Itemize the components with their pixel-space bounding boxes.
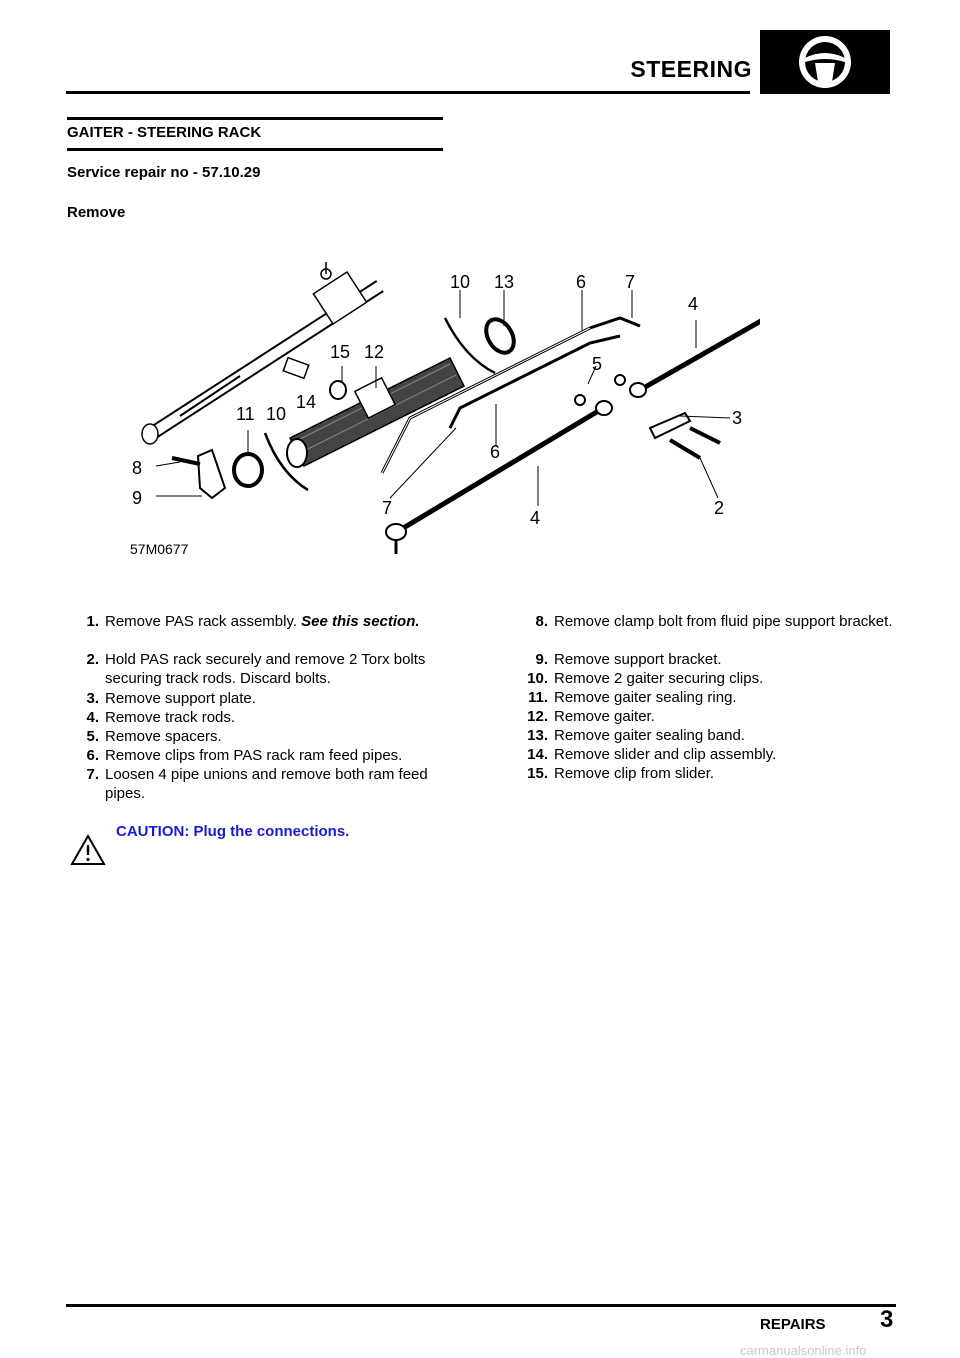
callout-label: 7 [625,272,636,292]
callout-label: 8 [132,458,143,478]
callout-label: 6 [576,272,587,292]
warning-triangle-icon [70,834,106,866]
step-number: 12. [527,708,548,725]
figure-code: 57M0677 [130,541,189,557]
callout-label: 7 [382,498,393,518]
step-number: 10. [527,670,548,687]
step-number: 5. [86,728,99,745]
callout-label: 4 [688,294,699,314]
step-text: Remove PAS rack assembly. [105,613,302,630]
callout-label: 10 [266,404,287,424]
cross-reference: See this section. [301,613,420,630]
remove-heading: Remove [67,204,126,221]
callout-label: 5 [592,354,603,374]
step-number: 11. [527,689,548,706]
section-rule-top [67,117,443,120]
section-rule-bottom [67,148,443,151]
step-text: Remove 2 gaiter securing clips. [554,670,764,687]
section-title: GAITER - STEERING RACK [67,124,262,141]
step-number: 4. [86,709,99,726]
callout-label: 12 [364,342,385,362]
step-text: Loosen 4 pipe unions and remove both ram feed pipes. [105,766,428,802]
callout-label: 9 [132,488,143,508]
step-number: 3. [86,690,99,707]
callout-label: 6 [490,442,501,462]
step-text: Remove gaiter sealing band. [554,727,745,744]
callout-label: 13 [494,272,515,292]
step-text: Remove support bracket. [554,651,722,668]
exploded-diagram [120,258,760,568]
steering-wheel-icon [760,30,890,94]
step-text: Remove clips from PAS rack ram feed pipes. [105,747,403,764]
step-number: 8. [535,613,548,630]
service-repair-number: Service repair no - 57.10.29 [67,164,261,181]
step-text: Remove clip from slider. [554,765,715,782]
step-number: 6. [86,747,99,764]
callout-label: 4 [530,508,541,528]
step-number: 1. [86,613,99,630]
caution-text: CAUTION: Plug the connections. [116,823,350,840]
step-text: Remove support plate. [105,690,256,707]
callout-label: 2 [714,498,725,518]
step-text: Hold PAS rack securely and remove 2 Torx bolts securing track rods. Discard bolts. [105,651,426,687]
callout-label: 14 [296,392,317,412]
step-number: 9. [535,651,548,668]
step-number: 13. [527,727,548,744]
step-number: 14. [527,746,548,763]
callout-label: 15 [330,342,351,362]
page-number: 3 [880,1306,894,1333]
watermark: carmanualsonline.info [740,1343,867,1358]
callout-label: 11 [236,404,255,424]
step-text: Remove track rods. [105,709,236,726]
step-text: Remove slider and clip assembly. [554,746,777,763]
footer-rule [66,1304,896,1307]
step-number: 15. [527,765,548,782]
step-text: Remove gaiter sealing ring. [554,689,737,706]
page-header-title: STEERING [630,56,752,82]
step-text: Remove spacers. [105,728,222,745]
footer-label: REPAIRS [760,1316,826,1333]
step-number: 2. [86,651,99,668]
callout-label: 3 [732,408,743,428]
step-text: Remove clamp bolt from fluid pipe support bracket. [554,613,893,630]
step-text: Remove gaiter. [554,708,655,725]
header-rule [66,91,750,94]
step-number: 7. [86,766,99,783]
callout-label: 10 [450,272,471,292]
